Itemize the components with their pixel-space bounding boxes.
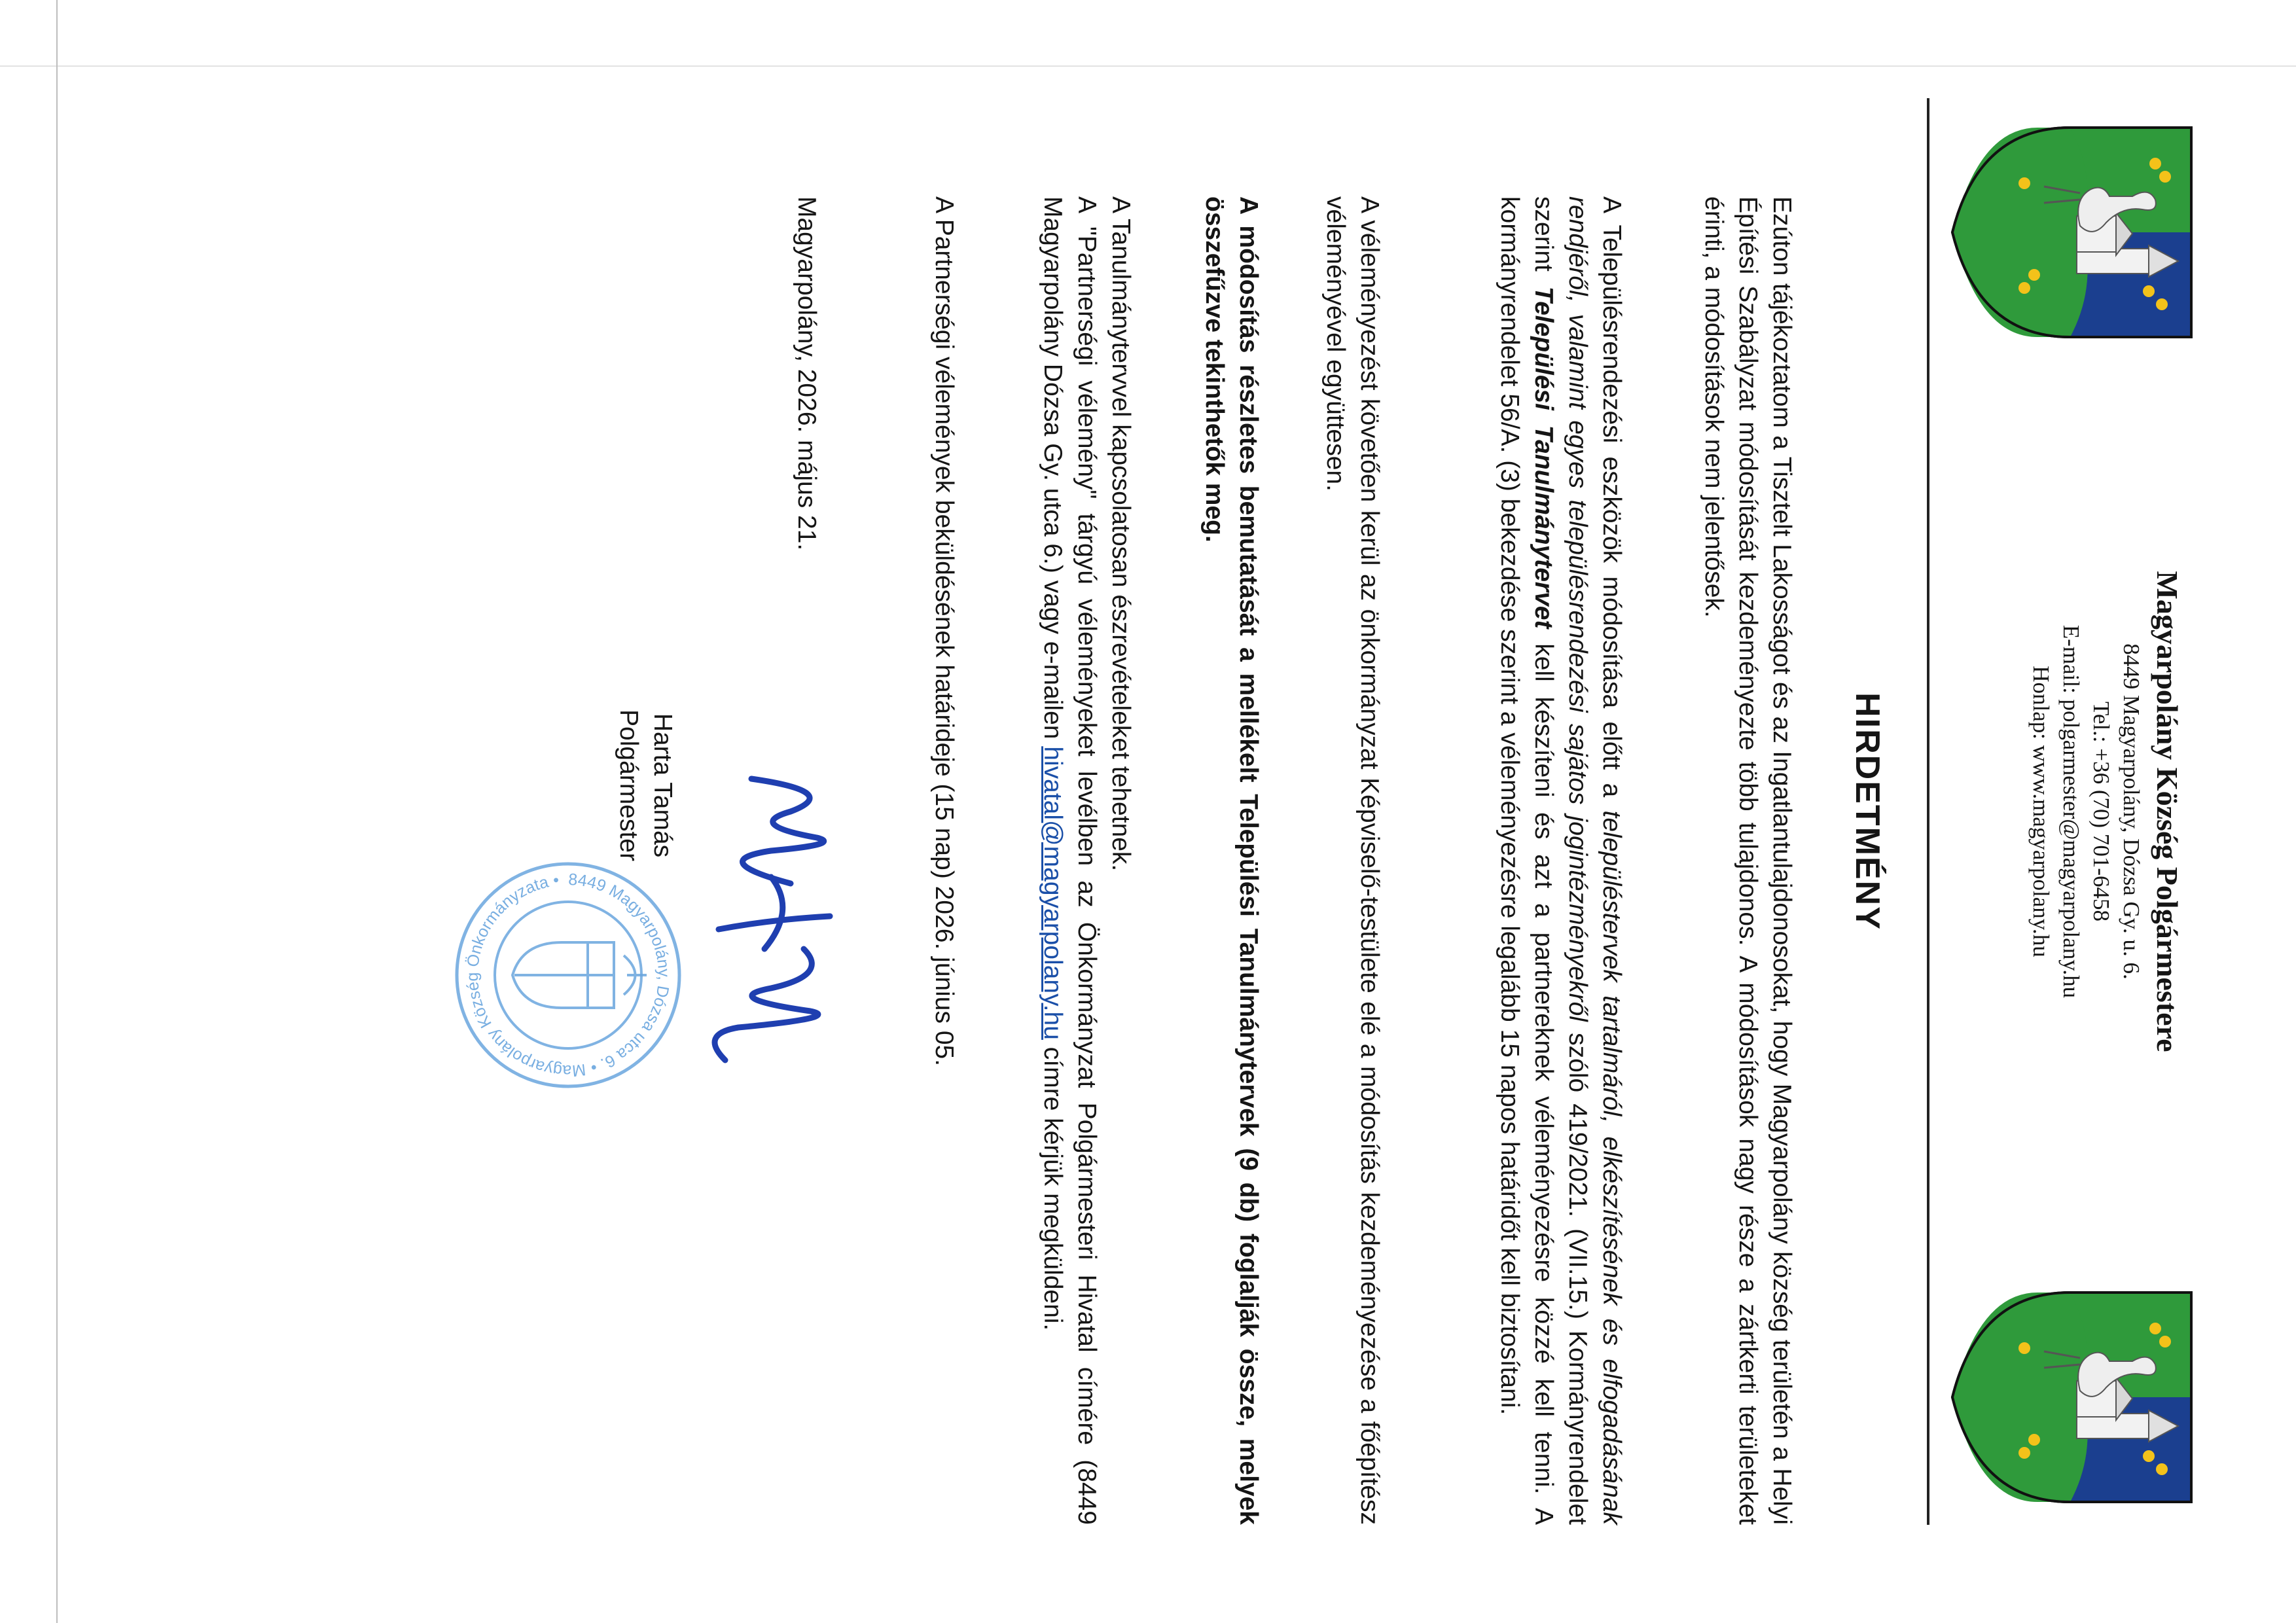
letterhead xyxy=(2026,366,2185,1257)
office-website: Honlap: www.magyarpolany.hu xyxy=(2028,666,2054,957)
paragraph-attachments: A módosítás részletes bemutatását a mellékelt Települési Tanulmánytervek (9 db) foglalják össze, melyek összefűzve tekinthetők meg. xyxy=(1200,196,1263,1525)
p5-text-a: A "Partnerségi vélemény" tárgyú véleményeket levélben az Önkormányzat Polgármesteri Hivatal címére (8449 Magyarpolány Dózsa Gy. utca 6.) vagy e-mailen xyxy=(1039,196,1101,1525)
p2-text-a: A Településrendezési eszközök módosítása előtt a xyxy=(1598,196,1626,811)
office-name: Magyarpolány Község Polgármestere xyxy=(2151,571,2184,1052)
paragraph-intro: Ezúton tájékoztatom a Tisztelt Lakosságot és az Ingatlantulajdonosokat, hogy Magyarpolány község területén a Helyi Építési Szabályzat módosítását kezdeményezte több tulajdonos. A módosítások nagy része a zártkerti területeket érinti, a módosítások nem jelentősek. xyxy=(1700,196,1796,1525)
document-title: HIRDETMÉNY xyxy=(1848,692,1886,931)
p5-text-b: címre kérjük megküldeni. xyxy=(1039,1039,1067,1331)
p2-study-plan: Települési Tanulmánytervet xyxy=(1530,286,1558,629)
handwritten-signature xyxy=(673,753,869,1093)
office-phone: Tel.: +36 (70) 701-6458 xyxy=(2089,701,2114,922)
signer-role: Polgármester xyxy=(615,709,643,861)
scan-bottom-edge xyxy=(56,0,58,1623)
office-email: E-mail: polgarmester@magyarpolany.hu xyxy=(2058,624,2084,999)
official-stamp xyxy=(450,857,686,1093)
p2-text-e: kell készíteni és azt a partnereknek véleményezésre közzé kell tenni. A kormányrendelet 56/A. (3) bekezdése szerint a véleményezésre legalább 15 napos határidőt kell biztosítani. xyxy=(1496,196,1558,1525)
coat-of-arms-right xyxy=(1949,1289,2195,1505)
scan-edge-line xyxy=(0,65,2296,67)
p5-line-2 xyxy=(1035,196,1103,1525)
email-link[interactable]: hivatal@magyarpolany.hu xyxy=(1039,746,1067,1040)
paragraph-legal-basis xyxy=(1492,196,1628,1525)
p5-line-1: A Tanulmánytervvel kapcsolatosan észrevételeket tehetnek. xyxy=(1107,196,1135,872)
p2-text-c: szóló 419/2021. (VII.15.) Kormányrendelet szerint xyxy=(1530,196,1592,1525)
p2-law-title: településtervek tartalmáról, elkészítésének és elfogadásának rendjéről, valamint egyes településrendezési sajátos jogintézményekről xyxy=(1564,196,1626,1525)
signer-name: Harta Tamás xyxy=(649,713,677,858)
paragraph-next-steps: A véleményezést követően kerül az önkormányzat Képviselő-testülete elé a módosítás kezdeményezése a főépítész véleményével együttesen. xyxy=(1321,196,1384,1525)
place-and-date: Magyarpolány, 2026. május 21. xyxy=(793,196,821,551)
paragraph-deadline: A Partnerségi vélemények beküldésének határideje (15 nap) 2026. június 05. xyxy=(930,196,958,1067)
paragraph-comments xyxy=(1035,196,1138,1525)
stamp-ring-text: 8449 Magyarpolány, Dózsa utca 6. • Magyarpolány Község Önkormányzata • xyxy=(463,870,673,1080)
coat-of-arms-left xyxy=(1949,124,2195,340)
office-address: 8449 Magyarpolány, Dózsa Gy. u. 6. xyxy=(2119,643,2144,980)
header-divider xyxy=(1927,98,1929,1525)
